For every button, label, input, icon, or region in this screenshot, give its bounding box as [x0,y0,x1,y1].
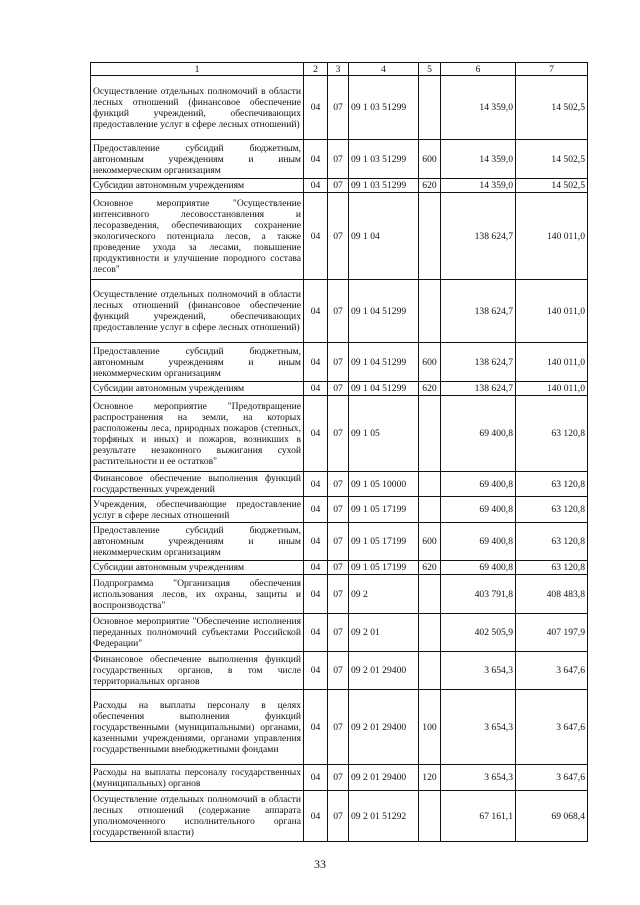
table-header-row [91,63,588,76]
expense-type-code [419,280,441,343]
subsection-code: 07 [328,652,349,690]
budget-table [90,62,588,842]
row-name: Основное мероприятие "Предотвращение распространения на земли, на которых расположены леса, природных пожаров (степных, торфяных и иных) и пожаров, возникших в результате незаконного выжигания сухой растительности и ее остатков" [91,396,304,472]
row-name: Предоставление субсидий бюджетным, автономным учреждениям и иным некоммерческим организациям [91,343,304,382]
target-article-code: 09 1 05 10000 [349,472,419,497]
expense-type-code [419,614,441,652]
target-article-code: 09 1 04 51299 [349,343,419,382]
target-article-code: 09 1 04 51299 [349,382,419,396]
table-row [91,396,588,472]
amount-year-1: 67 161,1 [441,791,516,842]
target-article-code: 09 2 01 29400 [349,652,419,690]
row-name: Основное мероприятие "Осуществление интенсивного лесовосстановления и лесоразведения, обеспечивающих сохранение экологического потенциала лесов, а также проведение ухода за лесами, повышение продуктивности и улучшение породного состава лесов" [91,193,304,280]
section-code: 04 [304,765,328,791]
subsection-code: 07 [328,690,349,765]
section-code: 04 [304,140,328,179]
row-name: Расходы на выплаты персоналу государственных (муниципальных) органов [91,765,304,791]
amount-year-2: 140 011,0 [516,343,588,382]
table-row [91,382,588,396]
table-row [91,791,588,842]
header-cell: 3 [328,63,349,76]
section-code: 04 [304,561,328,575]
table-row [91,765,588,791]
amount-year-2: 140 011,0 [516,280,588,343]
table-row [91,561,588,575]
header-cell: 5 [419,63,441,76]
expense-type-code [419,396,441,472]
amount-year-1: 69 400,8 [441,472,516,497]
amount-year-1: 69 400,8 [441,497,516,523]
subsection-code: 07 [328,396,349,472]
row-name: Осуществление отдельных полномочий в области лесных отношений (финансовое обеспечение функций учреждений, обеспечивающих предоставление услуг в сфере лесных отношений) [91,280,304,343]
amount-year-2: 14 502,5 [516,76,588,140]
expense-type-code: 620 [419,382,441,396]
target-article-code: 09 2 01 [349,614,419,652]
expense-type-code [419,497,441,523]
amount-year-1: 3 654,3 [441,652,516,690]
header-cell: 2 [304,63,328,76]
amount-year-2: 63 120,8 [516,523,588,561]
section-code: 04 [304,179,328,193]
section-code: 04 [304,343,328,382]
table-row [91,523,588,561]
header-cell: 7 [516,63,588,76]
amount-year-1: 3 654,3 [441,690,516,765]
section-code: 04 [304,76,328,140]
amount-year-2: 63 120,8 [516,561,588,575]
table-row [91,472,588,497]
section-code: 04 [304,652,328,690]
table-row [91,343,588,382]
expense-type-code [419,76,441,140]
subsection-code: 07 [328,561,349,575]
target-article-code: 09 1 05 17199 [349,523,419,561]
table-row [91,280,588,343]
amount-year-1: 403 791,8 [441,575,516,614]
table-row [91,497,588,523]
subsection-code: 07 [328,614,349,652]
target-article-code: 09 1 03 51299 [349,179,419,193]
subsection-code: 07 [328,497,349,523]
row-name: Предоставление субсидий бюджетным, автономным учреждениям и иным некоммерческим организациям [91,140,304,179]
subsection-code: 07 [328,382,349,396]
row-name: Субсидии автономным учреждениям [91,561,304,575]
expense-type-code [419,575,441,614]
amount-year-1: 138 624,7 [441,382,516,396]
section-code: 04 [304,614,328,652]
expense-type-code: 120 [419,765,441,791]
expense-type-code: 100 [419,690,441,765]
section-code: 04 [304,523,328,561]
amount-year-1: 138 624,7 [441,343,516,382]
expense-type-code [419,472,441,497]
target-article-code: 09 1 05 [349,396,419,472]
amount-year-2: 14 502,5 [516,140,588,179]
subsection-code: 07 [328,193,349,280]
amount-year-2: 63 120,8 [516,396,588,472]
subsection-code: 07 [328,343,349,382]
row-name: Расходы на выплаты персоналу в целях обеспечения выполнения функций государственными (муниципальными) органами, казенными учреждениями, органами управления государственными внебюджетными фондами [91,690,304,765]
target-article-code: 09 1 04 [349,193,419,280]
row-name: Осуществление отдельных полномочий в области лесных отношений (финансовое обеспечение функций учреждений, обеспечивающих предоставление услуг в сфере лесных отношений) [91,76,304,140]
table-row [91,690,588,765]
header-cell: 1 [91,63,304,76]
target-article-code: 09 1 04 51299 [349,280,419,343]
amount-year-1: 138 624,7 [441,193,516,280]
table-row [91,140,588,179]
row-name: Подпрограмма "Организация обеспечения использования лесов, их охраны, защиты и воспроизводства" [91,575,304,614]
amount-year-2: 14 502,5 [516,179,588,193]
amount-year-2: 69 068,4 [516,791,588,842]
expense-type-code: 600 [419,140,441,179]
target-article-code: 09 2 [349,575,419,614]
amount-year-2: 140 011,0 [516,193,588,280]
subsection-code: 07 [328,472,349,497]
section-code: 04 [304,791,328,842]
row-name: Финансовое обеспечение выполнения функций государственных органов, в том числе территориальных органов [91,652,304,690]
table-row [91,76,588,140]
target-article-code: 09 2 01 29400 [349,690,419,765]
row-name: Учреждения, обеспечивающие предоставление услуг в сфере лесных отношений [91,497,304,523]
expense-type-code [419,791,441,842]
target-article-code: 09 1 05 17199 [349,497,419,523]
amount-year-2: 3 647,6 [516,652,588,690]
table-row [91,652,588,690]
target-article-code: 09 1 05 17199 [349,561,419,575]
target-article-code: 09 2 01 29400 [349,765,419,791]
header-cell: 4 [349,63,419,76]
amount-year-1: 69 400,8 [441,396,516,472]
section-code: 04 [304,280,328,343]
table-row [91,575,588,614]
amount-year-1: 14 359,0 [441,179,516,193]
page-number: 33 [314,857,326,871]
subsection-code: 07 [328,179,349,193]
subsection-code: 07 [328,523,349,561]
amount-year-1: 14 359,0 [441,140,516,179]
target-article-code: 09 1 03 51299 [349,140,419,179]
row-name: Субсидии автономным учреждениям [91,179,304,193]
target-article-code: 09 1 03 51299 [349,76,419,140]
table-row [91,614,588,652]
expense-type-code: 600 [419,523,441,561]
amount-year-2: 140 011,0 [516,382,588,396]
row-name: Основное мероприятие "Обеспечение исполнения переданных полномочий субъектами Российской Федерации" [91,614,304,652]
amount-year-2: 407 197,9 [516,614,588,652]
expense-type-code [419,652,441,690]
amount-year-2: 408 483,8 [516,575,588,614]
row-name: Осуществление отдельных полномочий в области лесных отношений (содержание аппарата уполномоченного исполнительного органа государственной власти) [91,791,304,842]
amount-year-2: 3 647,6 [516,690,588,765]
section-code: 04 [304,690,328,765]
amount-year-2: 63 120,8 [516,497,588,523]
subsection-code: 07 [328,280,349,343]
subsection-code: 07 [328,575,349,614]
section-code: 04 [304,193,328,280]
header-cell: 6 [441,63,516,76]
amount-year-1: 402 505,9 [441,614,516,652]
subsection-code: 07 [328,140,349,179]
amount-year-2: 63 120,8 [516,472,588,497]
amount-year-2: 3 647,6 [516,765,588,791]
amount-year-1: 69 400,8 [441,523,516,561]
section-code: 04 [304,396,328,472]
expense-type-code: 600 [419,343,441,382]
row-name: Предоставление субсидий бюджетным, автономным учреждениям и иным некоммерческим организациям [91,523,304,561]
section-code: 04 [304,575,328,614]
subsection-code: 07 [328,765,349,791]
subsection-code: 07 [328,76,349,140]
target-article-code: 09 2 01 51292 [349,791,419,842]
section-code: 04 [304,472,328,497]
row-name: Субсидии автономным учреждениям [91,382,304,396]
table-row [91,179,588,193]
subsection-code: 07 [328,791,349,842]
expense-type-code: 620 [419,179,441,193]
expense-type-code: 620 [419,561,441,575]
amount-year-1: 3 654,3 [441,765,516,791]
section-code: 04 [304,382,328,396]
amount-year-1: 138 624,7 [441,280,516,343]
amount-year-1: 14 359,0 [441,76,516,140]
row-name: Финансовое обеспечение выполнения функций государственных учреждений [91,472,304,497]
amount-year-1: 69 400,8 [441,561,516,575]
table-row [91,193,588,280]
section-code: 04 [304,497,328,523]
expense-type-code [419,193,441,280]
